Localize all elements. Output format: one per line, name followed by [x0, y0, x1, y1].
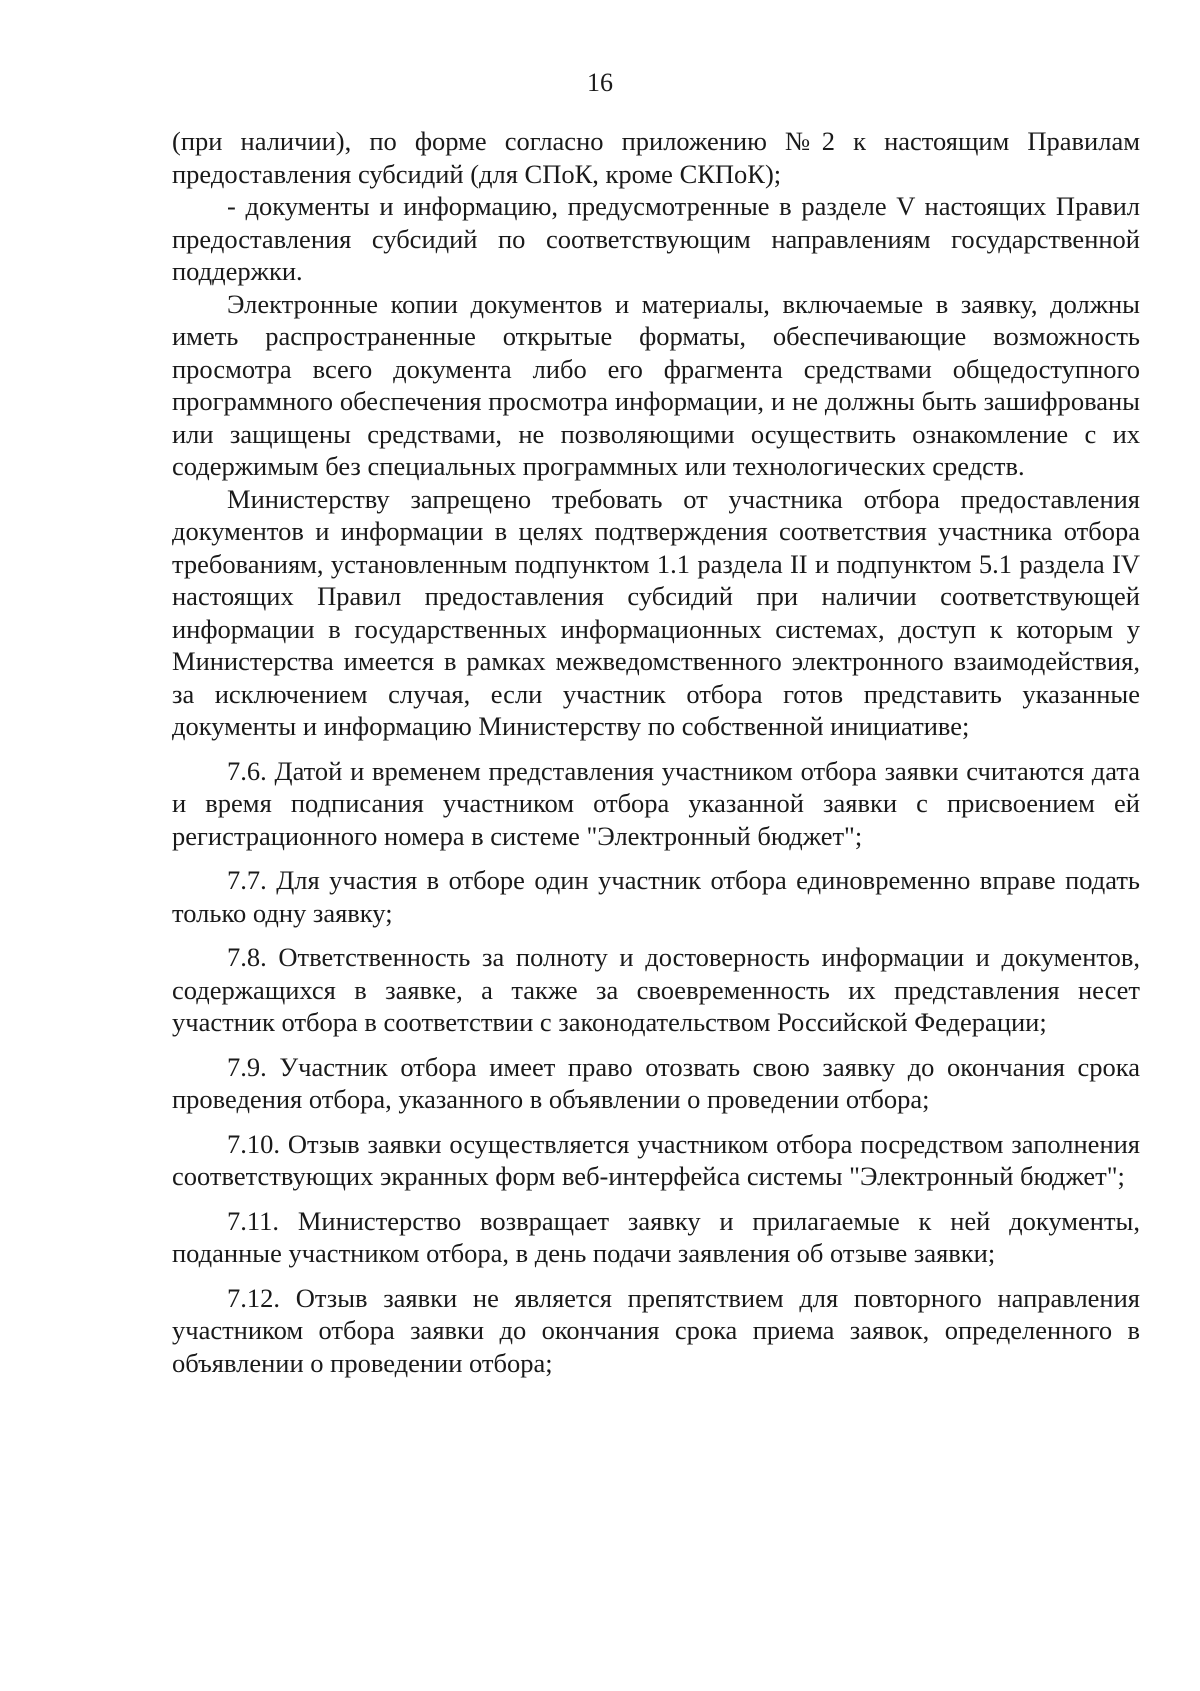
paragraph-documents-info: - документы и информацию, предусмотренные в разделе V настоящих Правил предоставления субсидий по соответствующим направлениям государственной поддержки. — [172, 191, 1140, 286]
paragraph-7-11: 7.11. Министерство возвращает заявку и прилагаемые к ней документы, поданные участником отбора, в день подачи заявления об отзыве заявки; — [172, 1205, 1140, 1268]
paragraph-7-10: 7.10. Отзыв заявки осуществляется участником отбора посредством заполнения соответствующих экранных форм веб-интерфейса системы "Электронный бюджет"; — [172, 1128, 1140, 1191]
paragraph-7-7: 7.7. Для участия в отборе один участник отбора единовременно вправе подать только одну заявку; — [172, 865, 1140, 928]
paragraph-7-6: 7.6. Датой и временем представления участником отбора заявки считаются дата и время подписания участником отбора указанной заявки с присвоением ей регистрационного номера в системе "Электронный бюджет"; — [172, 755, 1140, 851]
paragraph-7-8: 7.8. Ответственность за полноту и достоверность информации и документов, содержащихся в заявке, а также за своевременность их представления несет участник отбора в соответствии с законодательством Российской Федерации; — [172, 942, 1140, 1037]
page-number: 16 — [587, 68, 613, 97]
paragraph-continuation: (при наличии), по форме согласно приложению №2 к настоящим Правилам предоставления субсидий (для СПоК, кроме СКПоК); — [172, 126, 1140, 189]
paragraph-ministry-prohibition: Министерству запрещено требовать от участника отбора предоставления документов и информации в целях подтверждения соответствия участника отбора требованиям, установленным подпунктом 1.1 раздела II и подпунктом 5.1 раздела IV настоящих Правил предоставления субсидий при наличии соответствующей информации в государственных информационных системах, доступ к которым у Министерства имеется в рамках межведомственного электронного взаимодействия, за исключением случая, если участник отбора готов представить указанные документы и информацию Министерству по собственной инициативе; — [172, 483, 1140, 741]
paragraph-7-12: 7.12. Отзыв заявки не является препятствием для повторного направления участником отбора заявки до окончания срока приема заявок, определенного в объявлении о проведении отбора; — [172, 1282, 1140, 1378]
paragraph-electronic-copies: Электронные копии документов и материалы, включаемые в заявку, должны иметь распространенные открытые форматы, обеспечивающие возможность просмотра всего документа либо его фрагмента средствами общедоступного программного обеспечения просмотра информации, и не должны быть зашифрованы или защищены средствами, не позволяющими осуществить ознакомление с их содержимым без специальных программных или технологических средств. — [172, 288, 1140, 481]
paragraph-7-9: 7.9. Участник отбора имеет право отозвать свою заявку до окончания срока проведения отбора, указанного в объявлении о проведении отбора; — [172, 1051, 1140, 1114]
document-body — [172, 125, 1140, 1379]
